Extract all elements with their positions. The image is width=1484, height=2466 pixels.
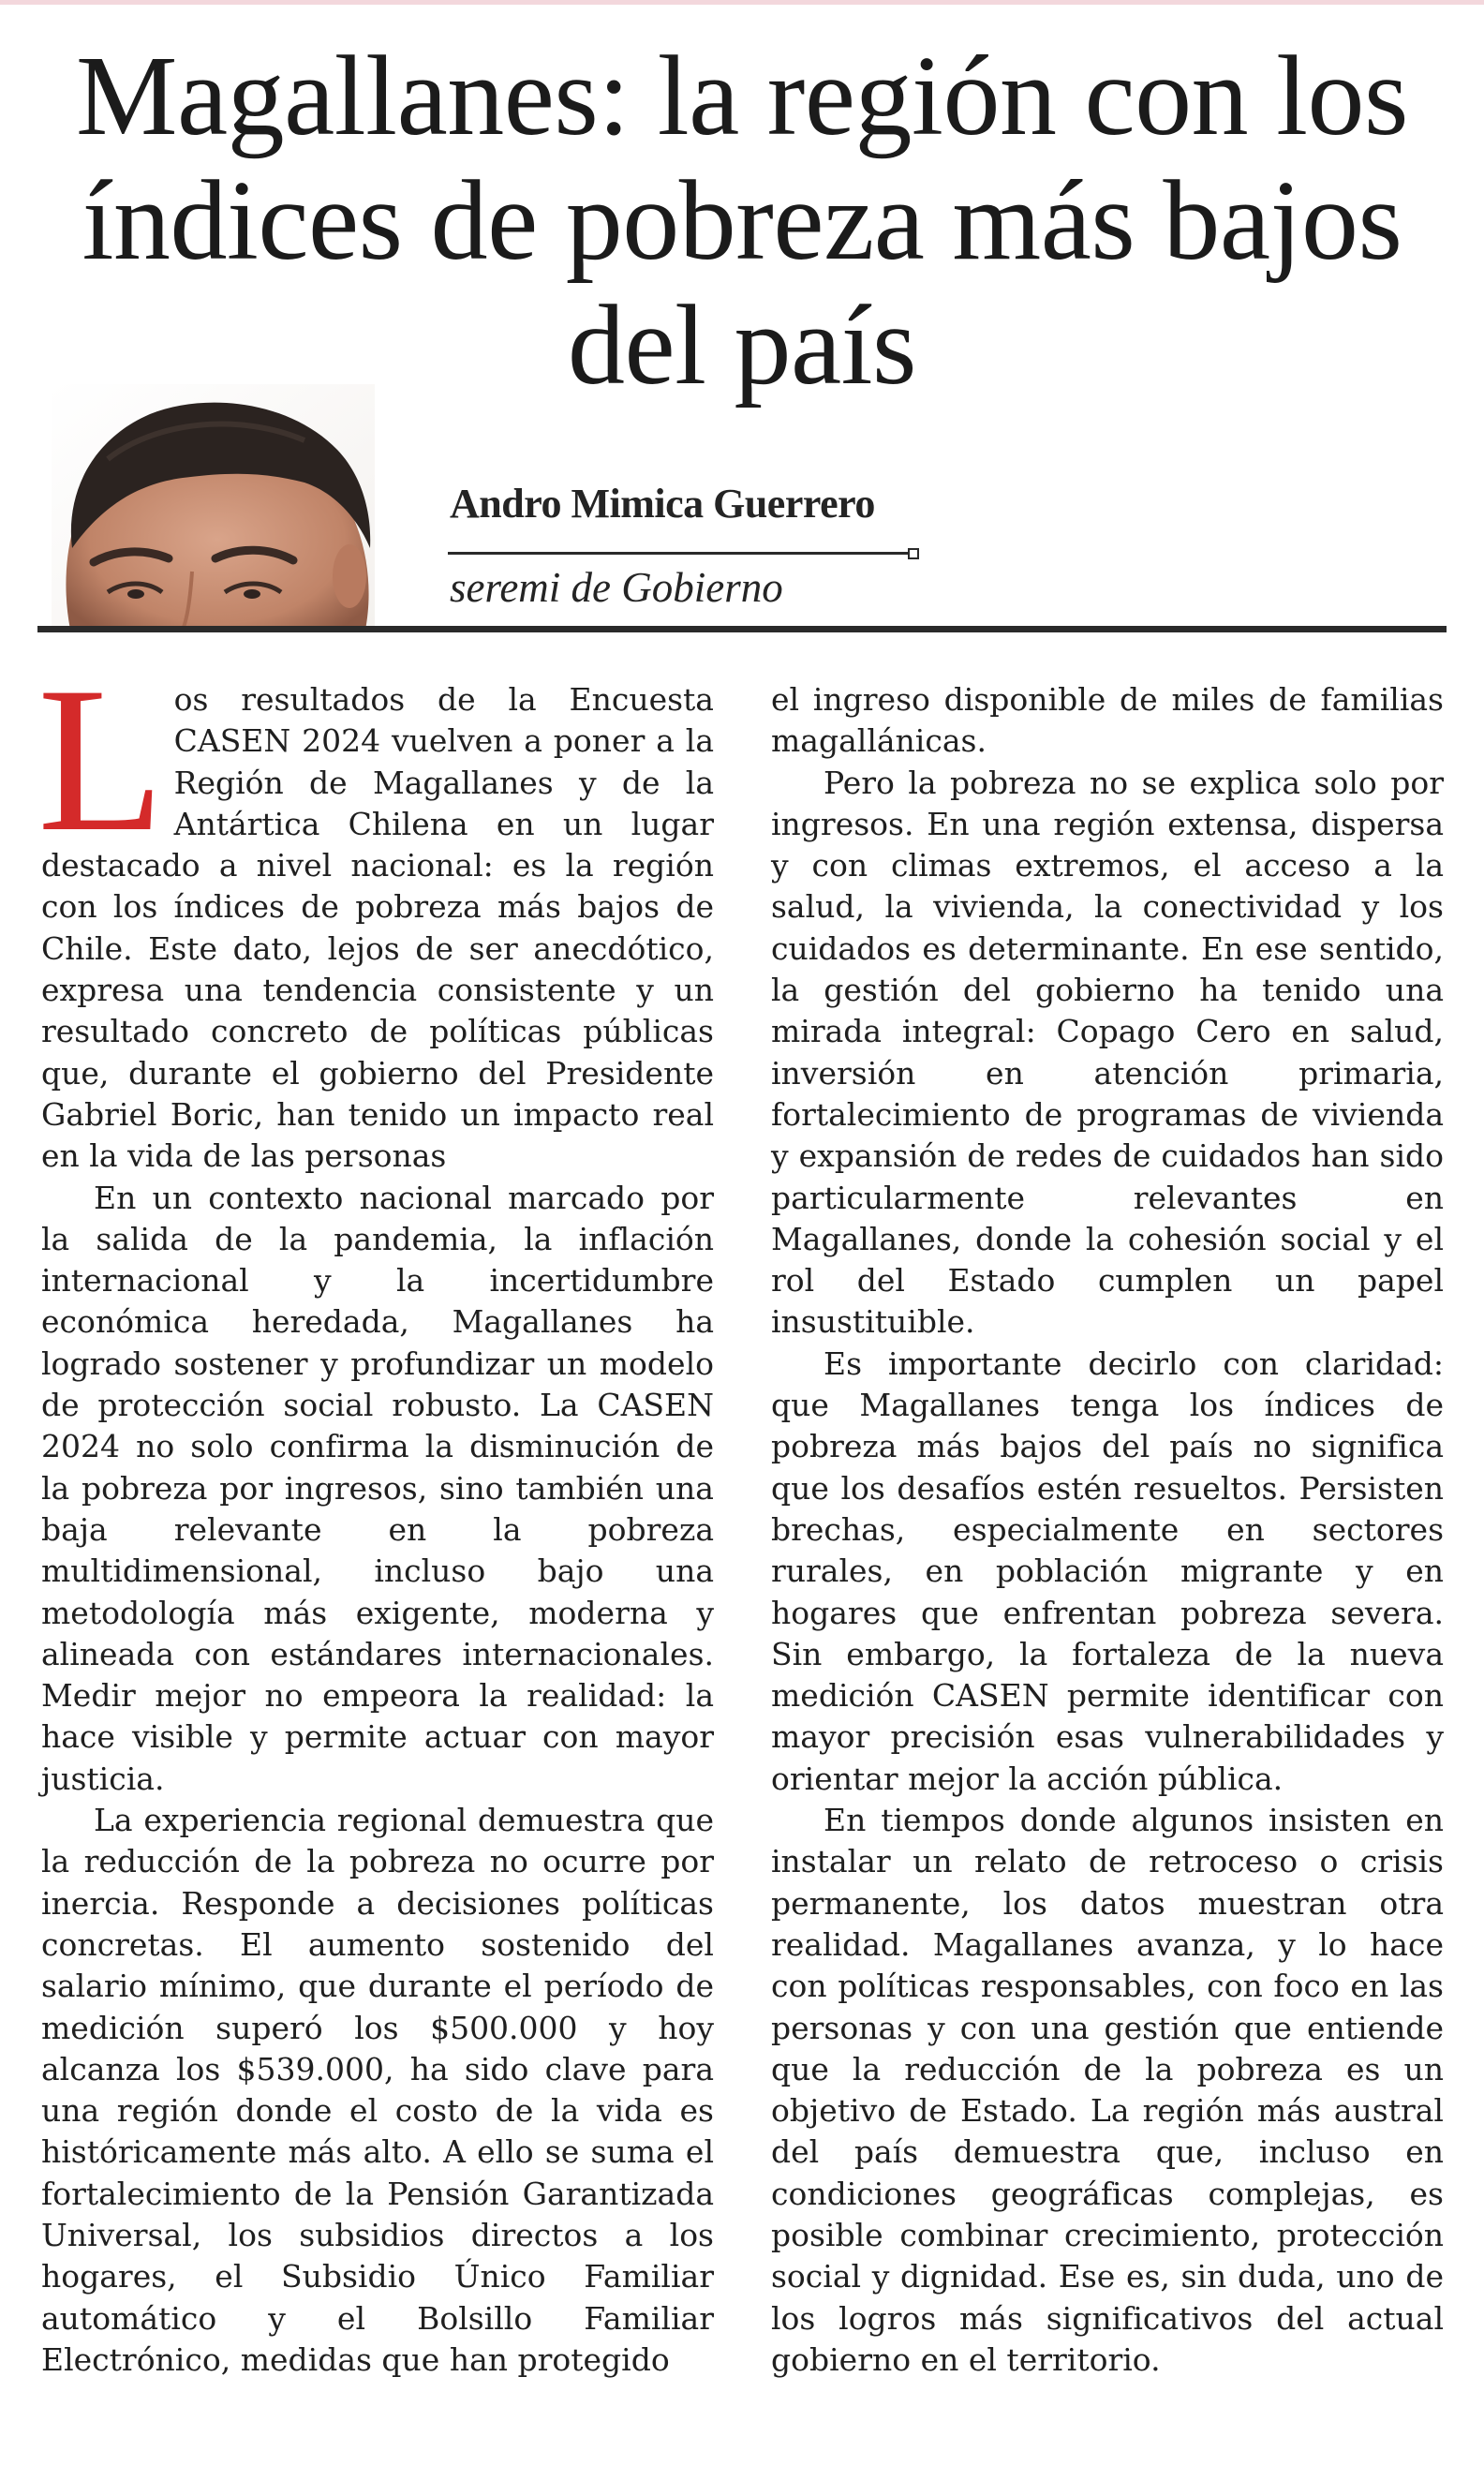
article-column-left xyxy=(37,645,714,2441)
header-rule xyxy=(37,626,1447,632)
paragraph: En tiempos donde algunos insisten en instalar un relato de retroceso o crisis permanente, los datos muestran otra realidad. Magallanes avanza, y lo hace con políticas responsables, con foco en las personas y con una gestión que entiende que la reducción de la pobreza es un objetivo de Estado. La región más austral del país demuestra que, incluso en condiciones geográficas complejas, es posible combinar crecimiento, protección social y dignidad. Ese es, sin duda, uno de los logros más significativos del actual gobierno en el territorio. xyxy=(771,1802,1444,2378)
paragraph: En un contexto nacional marcado por la salida de la pandemia, la inflación internacional y la incertidumbre económica heredada, Magallanes ha logrado sostener y profundizar un modelo de protección social robusto. La CASEN 2024 no solo confirma la disminución de la pobreza por ingresos, sino también una baja relevante en la pobreza multidimensional, incluso bajo una metodología más exigente, moderna y alineada con estándares internacionales. Medir mejor no empeora la realidad: la hace visible y permite actuar con mayor justicia. xyxy=(41,1179,714,1797)
paragraph-text: os resultados de la Encuesta CASEN 2024 vuelven a poner a la Región de Magallanes y de la Antártica Chilena en un lugar destacado a nivel nacional: es la región con los índices de pobreza más bajos de Chile. Este dato, lejos de ser anecdótico, expresa una tendencia consistente y un resultado concreto de políticas públicas que, durante el gobierno del Presidente Gabriel Boric, han tenido un impacto real en la vida de las personas xyxy=(41,681,714,1175)
paragraph: Es importante decirlo con claridad: que Magallanes tenga los índices de pobreza más bajos del país no significa que los desafíos estén resueltos. Persisten brechas, especialmente en sectores rurales, en población migrante y en hogares que enfrentan pobreza severa. Sin embargo, la fortaleza de la nueva medición CASEN permite identificar con mayor precisión esas vulnerabilidades y orientar mejor la acción pública. xyxy=(771,1344,1444,1797)
paragraph: La experiencia regional demuestra que la reducción de la pobreza no ocurre por inercia. Responde a decisiones políticas concretas. El aumento sostenido del salario mínimo, que durante el período de medición superó los $500.000 y hoy alcanza los $539.000, ha sido clave para una región donde el costo de la vida es históricamente más alto. A ello se suma el fortalecimiento de la Pensión Garantizada Universal, los subsidios directos a los hogares, el Subsidio Único Familiar automático y el Bolsillo Familiar Electrónico, medidas que han protegido xyxy=(41,1802,714,2378)
author-divider xyxy=(448,552,912,555)
drop-cap: L xyxy=(37,645,165,875)
paragraph: Pero la pobreza no se explica solo por ingresos. En una región extensa, dispersa y con climas extremos, el acceso a la salud, la vivienda, la conectividad y los cuidados es determinante. En ese sentido, la gestión del gobierno ha tenido una mirada integral: Copago Cero en salud, inversión en atención primaria, fortalecimiento de programas de vivienda y expansión de redes de cuidados han sido particularmente relevantes en Magallanes, donde la cohesión social y el rol del Estado cumplen un papel insustituible. xyxy=(771,764,1444,1341)
author-role: seremi de Gobierno xyxy=(450,564,783,611)
article-column-right xyxy=(771,679,1444,2441)
paragraph-continued: el ingreso disponible de miles de familias magallánicas. xyxy=(771,681,1444,760)
author-name: Andro Mimica Guerrero xyxy=(450,481,875,527)
headline: Magallanes: la región con los índices de pobreza más bajos del país xyxy=(76,33,1408,409)
paragraph xyxy=(37,645,714,1178)
author-photo xyxy=(52,384,375,630)
author-divider-endcap xyxy=(908,548,919,559)
top-color-stripe xyxy=(0,0,1484,5)
